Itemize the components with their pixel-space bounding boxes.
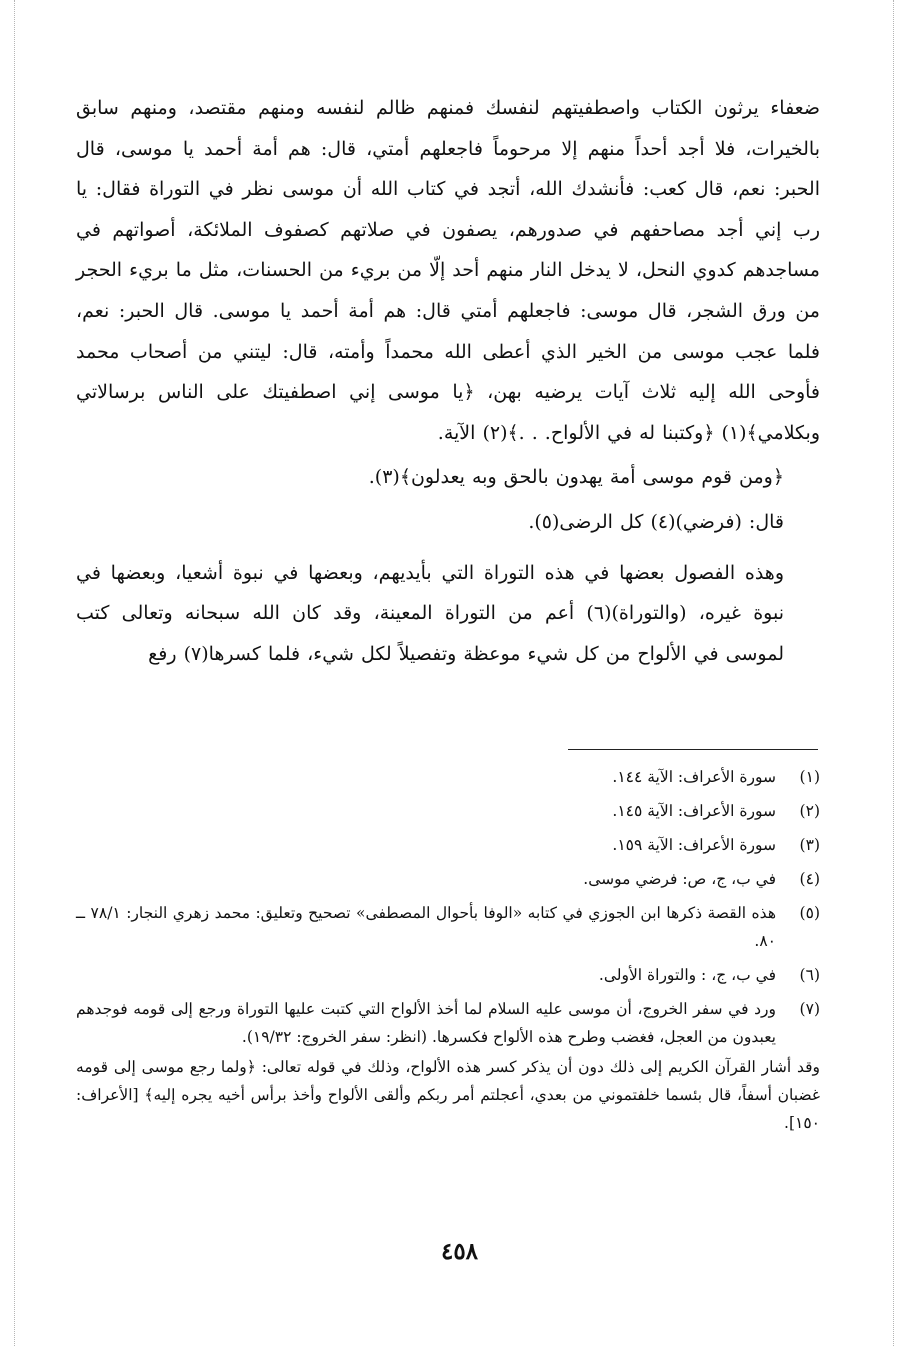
footnote-3 [76,831,820,859]
footnote-text: هذه القصة ذكرها ابن الجوزي في كتابه «الوفا بأحوال المصطفى» تصحيح وتعليق: محمد زهري النجار: ٧٨/١ ــ ٨٠. [76,904,776,950]
footnote-number: (٣) [799,836,820,854]
scan-edge-right [893,0,894,1346]
footnote-number: (١) [799,768,820,786]
footnote-6 [76,961,820,989]
footnote-number: (٥) [799,904,820,922]
footnote-7-continuation: وقد أشار القرآن الكريم إلى ذلك دون أن يذكر كسر هذه الألواح، وذلك في قوله تعالى: ﴿ولما رجع موسى إلى قومه غضبان أسفاً، قال بئسما خلفتموني من بعدي، أعجلتم أمر ربكم وألقى الألواح وأخذ برأس أخيه يجره إليه﴾ [الأعراف: ١٥٠]. [76,1058,820,1132]
footnote-7 [76,995,820,1051]
main-text [76,88,820,674]
footnote-5 [76,899,820,955]
scan-edge-left [14,0,15,1346]
footnote-number: (٢) [799,802,820,820]
footnote-number: (٤) [799,870,820,888]
footnote-text: في ب، ج، : والتوراة الأولى. [598,966,776,984]
paragraph-3: قال: (فرضي)(٤) كل الرضى(٥). [528,510,784,533]
footnote-number: (٧) [799,1000,820,1018]
footnote-2 [76,797,820,825]
footnote-text: سورة الأعراف: الآية ١٤٤. [612,768,776,786]
footnotes [76,763,820,1137]
footnote-1 [76,763,820,791]
footnote-text: سورة الأعراف: الآية ١٥٩. [612,836,776,854]
footnote-text: ورد في سفر الخروج، أن موسى عليه السلام لما أخذ الألواح التي كتبت عليها التوراة ورجع إلى قومه فوجدهم يعبدون من العجل، فغضب وطرح هذه الألواح فكسرها. (انظر: سفر الخروج: ١٩/٣٢). [76,1000,776,1046]
footnote-separator [568,749,818,750]
page-number: ٤٥٨ [440,1238,479,1265]
footnote-text: في ب، ج، ص: فرضي موسى. [583,870,776,888]
paragraph-2-quran-verse: ﴿ومن قوم موسى أمة يهدون بالحق وبه يعدلون﴾(٣). [368,466,784,489]
footnote-text: سورة الأعراف: الآية ١٤٥. [612,802,776,820]
footnote-4 [76,865,820,893]
paragraph-1: ضعفاء يرثون الكتاب واصطفيتهم لنفسك فمنهم ظالم لنفسه ومنهم مقتصد، ومنهم سابق بالخيرات، فلا أجد أحداً منهم إلا مرحوماً فاجعلهم أمتي، قال: هم أمة أحمد يا موسى، قال الحبر: نعم، قال كعب: فأنشدك الله، أتجد في كتاب الله أن موسى نظر في التوراة فقال: يا رب إني أجد مصاحفهم في صدورهم، يصفون في صلاتهم كصفوف الملائكة، أصواتهم في مساجدهم كدوي النحل، لا يدخل النار منهم أحد إلّا من بريء من الحسنات، مثل ما بريء الحجر من ورق الشجر، قال موسى: فاجعلهم أمتي قال: هم أمة أحمد يا موسى. قال الحبر: نعم، فلما عجب موسى من الخير الذي أعطى الله محمداً وأمته، قال: ليتني من أصحاب محمد فأوحى الله إليه ثلاث آيات يرضيه بهن، ﴿يا موسى إني اصطفيتك على الناس برسالاتي وبكلامي﴾(١) ﴿وكتبنا له في الألواح. . .﴾(٢) الآية. [76,97,820,444]
footnote-number: (٦) [799,966,820,984]
paragraph-4: وهذه الفصول بعضها في هذه التوراة التي بأيديهم، وبعضها في نبوة أشعيا، وبعضها في نبوة غيره، (والتوراة)(٦) أعم من التوراة المعينة، وقد كان الله سبحانه وتعالى كتب لموسى في الألواح من كل شيء موعظة وتفصيلاً لكل شيء، فلما كسرها(٧) رفع [76,561,784,665]
